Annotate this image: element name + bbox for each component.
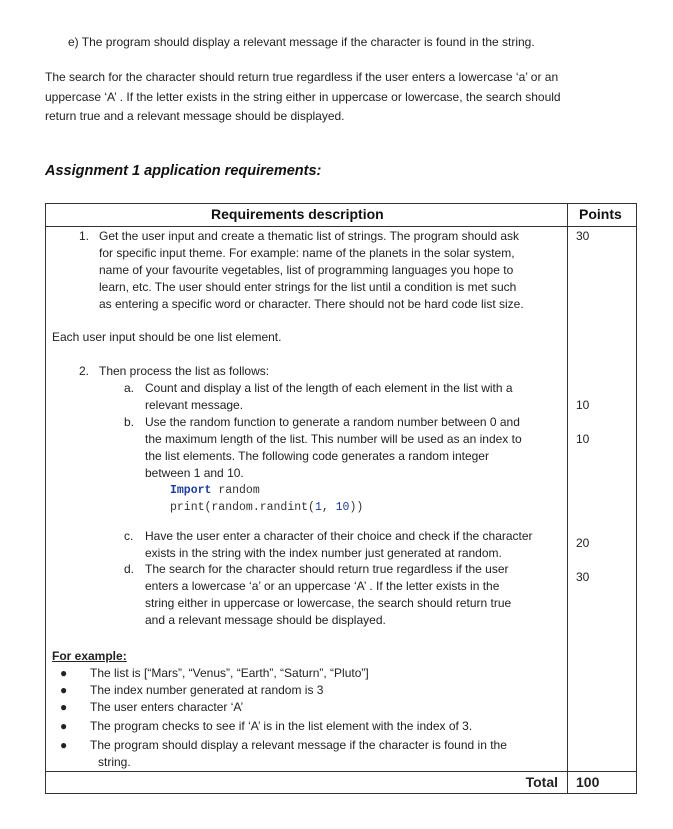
text-line: exists in the string with the index number just generated at random. — [145, 546, 502, 560]
req2b-label: b. — [124, 415, 135, 429]
req1-text — [99, 228, 524, 313]
bullet-text: string. — [98, 755, 131, 769]
req2b-text — [145, 414, 522, 482]
req2-number: 2. — [79, 364, 90, 378]
req2d-points: 30 — [576, 570, 590, 584]
paragraph-line: The search for the character should return true regardless if the user enters a lowercase ‘a’ or an — [45, 70, 559, 84]
code-number: 10 — [335, 501, 350, 514]
bullet-item — [60, 737, 507, 754]
example-title — [52, 648, 127, 665]
req2c-label: c. — [124, 529, 134, 543]
requirements-table — [45, 203, 637, 794]
req2d-label: d. — [124, 562, 135, 576]
code-text: print(random.randint( — [170, 501, 315, 514]
req2b-points: 10 — [576, 432, 590, 446]
text-line: relevant message. — [145, 398, 244, 412]
text-line: enters a lowercase ‘a’ or an uppercase ‘A’ . If the letter exists in the — [145, 579, 500, 593]
bullet-item — [60, 718, 473, 735]
header-points: Points — [579, 206, 622, 222]
header-divider — [46, 226, 636, 227]
section-heading: Assignment 1 application requirements: — [45, 163, 322, 179]
intro-paragraph — [45, 68, 561, 127]
text-line: the list elements. The following code generates a random integer — [145, 449, 489, 463]
req2a-points: 10 — [576, 398, 590, 412]
example-title-text: For example: — [52, 649, 127, 663]
req1-points: 30 — [576, 229, 590, 243]
text-line: and a relevant message should be displayed. — [145, 613, 386, 627]
text-line: The search for the character should return true regardless if the user — [145, 562, 509, 576]
code-line-1 — [170, 482, 363, 499]
each-input-note: Each user input should be one list element. — [52, 330, 282, 344]
req2-text: Then process the list as follows: — [99, 364, 270, 378]
text-line: the maximum length of the list. This number will be used as an index to — [145, 432, 522, 446]
code-keyword: Import — [170, 484, 212, 497]
bullet-icon: ● — [60, 738, 68, 752]
req2d-text — [145, 561, 511, 629]
text-line: as entering a specific word or character. There should not be hard code list size. — [99, 297, 524, 311]
req2c-points: 20 — [576, 536, 590, 550]
text-line: Get the user input and create a thematic list of strings. The program should ask — [99, 229, 519, 243]
bullet-icon: ● — [60, 666, 68, 680]
text-line: string either in uppercase or lowercase, the search should return true — [145, 596, 512, 610]
text-line: Use the random function to generate a random number between 0 and — [145, 415, 520, 429]
code-snippet — [170, 482, 363, 516]
text-line: learn, etc. The user should enter strings for the list until a condition is met such — [99, 280, 517, 294]
example-bullets — [60, 665, 507, 771]
bullet-text: The user enters character ‘A’ — [90, 700, 244, 714]
bullet-icon: ● — [60, 700, 68, 714]
item-e: e) The program should display a relevant message if the character is found in the string. — [68, 35, 535, 49]
bullet-icon: ● — [60, 683, 68, 697]
bullet-wrap — [60, 754, 131, 771]
bullet-item — [60, 682, 324, 699]
text-line: Have the user enter a character of their choice and check if the character — [145, 529, 533, 543]
header-description: Requirements description — [211, 206, 384, 222]
paragraph-line: return true and a relevant message should be displayed. — [45, 109, 345, 123]
total-label: Total — [525, 774, 558, 790]
code-line-2 — [170, 499, 363, 516]
text-line: between 1 and 10. — [145, 466, 244, 480]
code-text: , — [321, 501, 336, 514]
text-line: Count and display a list of the length of each element in the list with a — [145, 381, 513, 395]
text-line: for specific input theme. For example: name of the planets in the solar system, — [99, 246, 515, 260]
bullet-item — [60, 699, 244, 716]
code-text: random — [211, 484, 260, 497]
bullet-icon: ● — [60, 719, 68, 733]
bullet-text: The list is [“Mars”, “Venus”, “Earth”, “Saturn”, “Pluto”] — [90, 666, 369, 680]
text-line: name of your favourite vegetables, list of programming languages you hope to — [99, 263, 514, 277]
bullet-text: The index number generated at random is 3 — [90, 683, 324, 697]
bullet-item — [60, 665, 369, 682]
total-value: 100 — [576, 774, 600, 790]
code-text: )) — [349, 501, 364, 514]
req1-number: 1. — [79, 229, 90, 243]
req2a-label: a. — [124, 381, 135, 395]
bullet-text: The program checks to see if ‘A’ is in the list element with the index of 3. — [90, 719, 473, 733]
req2c-text — [145, 528, 533, 562]
bullet-text: The program should display a relevant message if the character is found in the — [90, 738, 507, 752]
paragraph-line: uppercase ‘A’ . If the letter exists in the string either in uppercase or lowercase, the search should — [45, 89, 561, 104]
total-divider — [46, 771, 636, 772]
code-number: 1 — [314, 501, 322, 514]
req2a-text — [145, 380, 513, 414]
column-divider — [567, 204, 568, 793]
